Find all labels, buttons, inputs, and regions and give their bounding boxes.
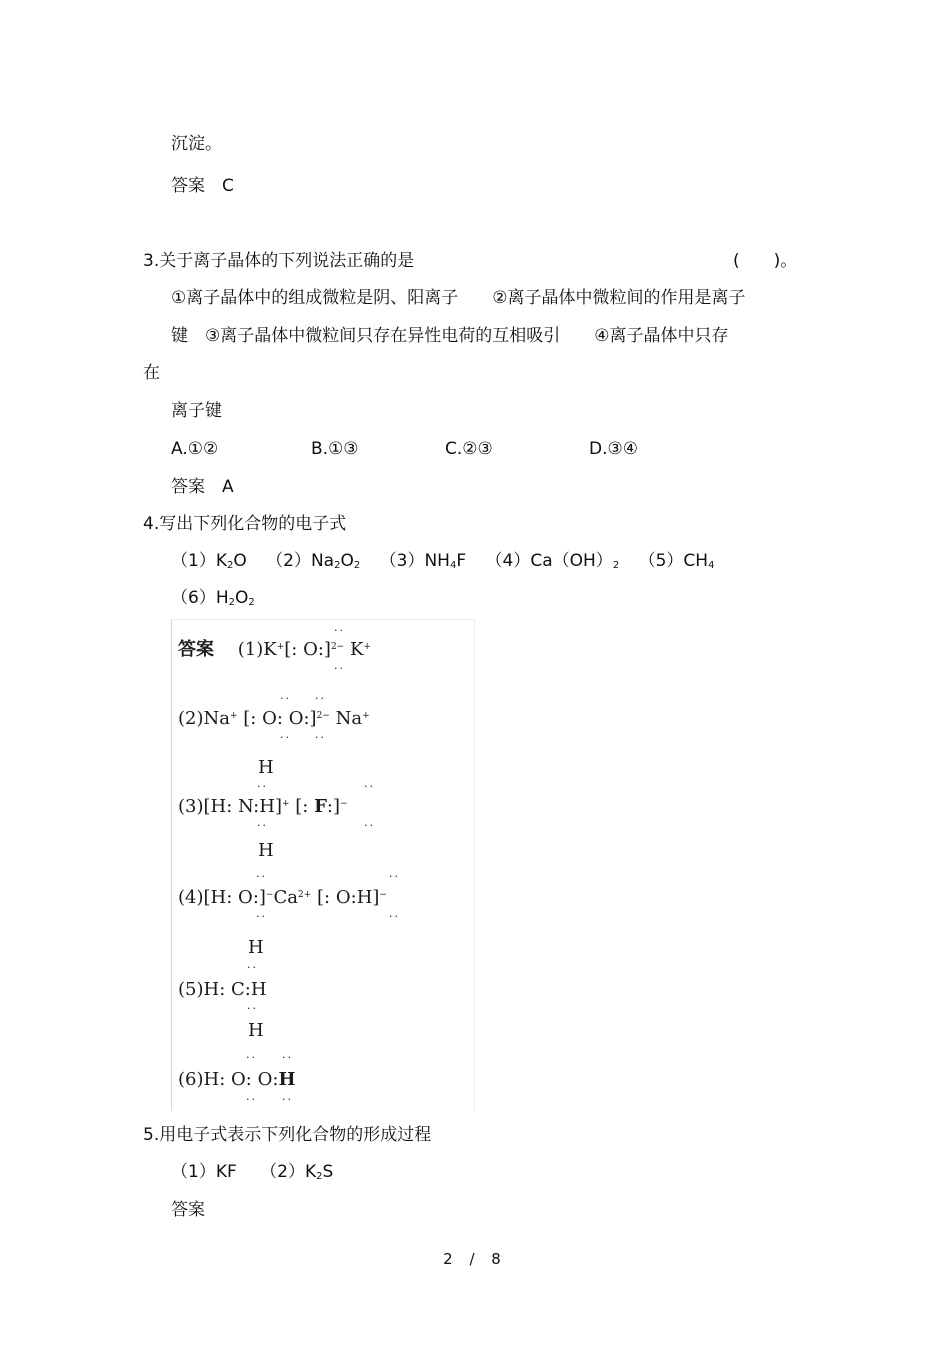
compound-list: $(6)H_2O_2$ xyxy=(171,588,255,608)
electron-dots: ·· xyxy=(246,1093,257,1106)
electron-dots: ·· xyxy=(280,731,291,744)
option-b: B.①③ xyxy=(311,439,359,459)
text-line: 沉淀。 xyxy=(171,134,222,154)
formula-5: (5)H: C:H xyxy=(178,979,267,1000)
question-3-paren: ( )。 xyxy=(733,251,798,271)
electron-dots: ·· xyxy=(282,1093,293,1106)
electron-dots: ·· xyxy=(334,624,345,637)
electron-dots: ·· xyxy=(257,780,268,793)
question-3-stem: 3.关于离子晶体的下列说法正确的是 xyxy=(143,251,415,271)
question-3-statement: ①离子晶体中的组成微粒是阴、阳离子 ②离子晶体中微粒间的作用是离子 xyxy=(171,288,746,308)
option-c: C.②③ xyxy=(445,439,493,459)
question-3-statement: 键 ③离子晶体中微粒间只存在异性电荷的互相吸引 ④离子晶体中只存 xyxy=(171,326,729,346)
formula-4: (4)[H: $O:]^-Ca^{2+}$ [: O:H]− xyxy=(178,887,387,908)
question-4-stem: 4.写出下列化合物的电子式 xyxy=(143,514,347,534)
hydrogen-atom: H xyxy=(248,937,264,958)
hydrogen-atom: H xyxy=(248,1020,264,1041)
answer-line: 答案 A xyxy=(171,477,234,497)
electron-dots: ·· xyxy=(246,1051,257,1064)
formula-3: (3)[H: N:H]+ [: F:]− xyxy=(178,796,348,817)
question-5-stem: 5.用电子式表示下列化合物的形成过程 xyxy=(143,1125,432,1145)
hydrogen-atom: H xyxy=(258,757,274,778)
question-3-statement: 离子键 xyxy=(171,401,222,421)
electron-dots: ·· xyxy=(389,910,400,923)
electron-dots: ·· xyxy=(257,819,268,832)
hydrogen-atom: H xyxy=(258,840,274,861)
compound-list: （1）KF $(2)K_2S$ xyxy=(171,1162,334,1182)
formula-2: (2)Na+ [: O: O:]$^{2-}$ Na+ xyxy=(178,708,370,729)
answer-line: 答案 xyxy=(171,1200,205,1220)
answer-line: 答案 C xyxy=(171,176,234,196)
electron-dots: ·· xyxy=(315,731,326,744)
electron-dots: ·· xyxy=(364,819,375,832)
question-3-statement: 在 xyxy=(143,363,160,383)
electron-dots: ·· xyxy=(256,870,267,883)
electron-dots: ·· xyxy=(389,870,400,883)
option-a: A.①② xyxy=(171,439,219,459)
option-d: D.③④ xyxy=(589,439,638,459)
electron-dots: ·· xyxy=(247,1002,258,1015)
electron-dots: ·· xyxy=(315,692,326,705)
electron-dots: ·· xyxy=(247,961,258,974)
electron-dots: ·· xyxy=(364,780,375,793)
compound-list: $(1)K_2O$ $(2)Na_2O_2$ $(3)NH_4F$ $(4)Ca(OH)_2$ $(5)CH_4$ xyxy=(171,551,715,571)
page-number: 2 / 8 xyxy=(443,1250,507,1268)
formula-1: 答案 (1)K+[: O:]$^{2-}$ K+ xyxy=(178,639,371,660)
electron-dots: ·· xyxy=(256,910,267,923)
answer-image xyxy=(171,619,475,1111)
electron-dots: ·· xyxy=(282,1051,293,1064)
electron-dots: ·· xyxy=(334,662,345,675)
formula-6: (6)H: O: O:H xyxy=(178,1069,296,1090)
electron-dots: ·· xyxy=(280,692,291,705)
